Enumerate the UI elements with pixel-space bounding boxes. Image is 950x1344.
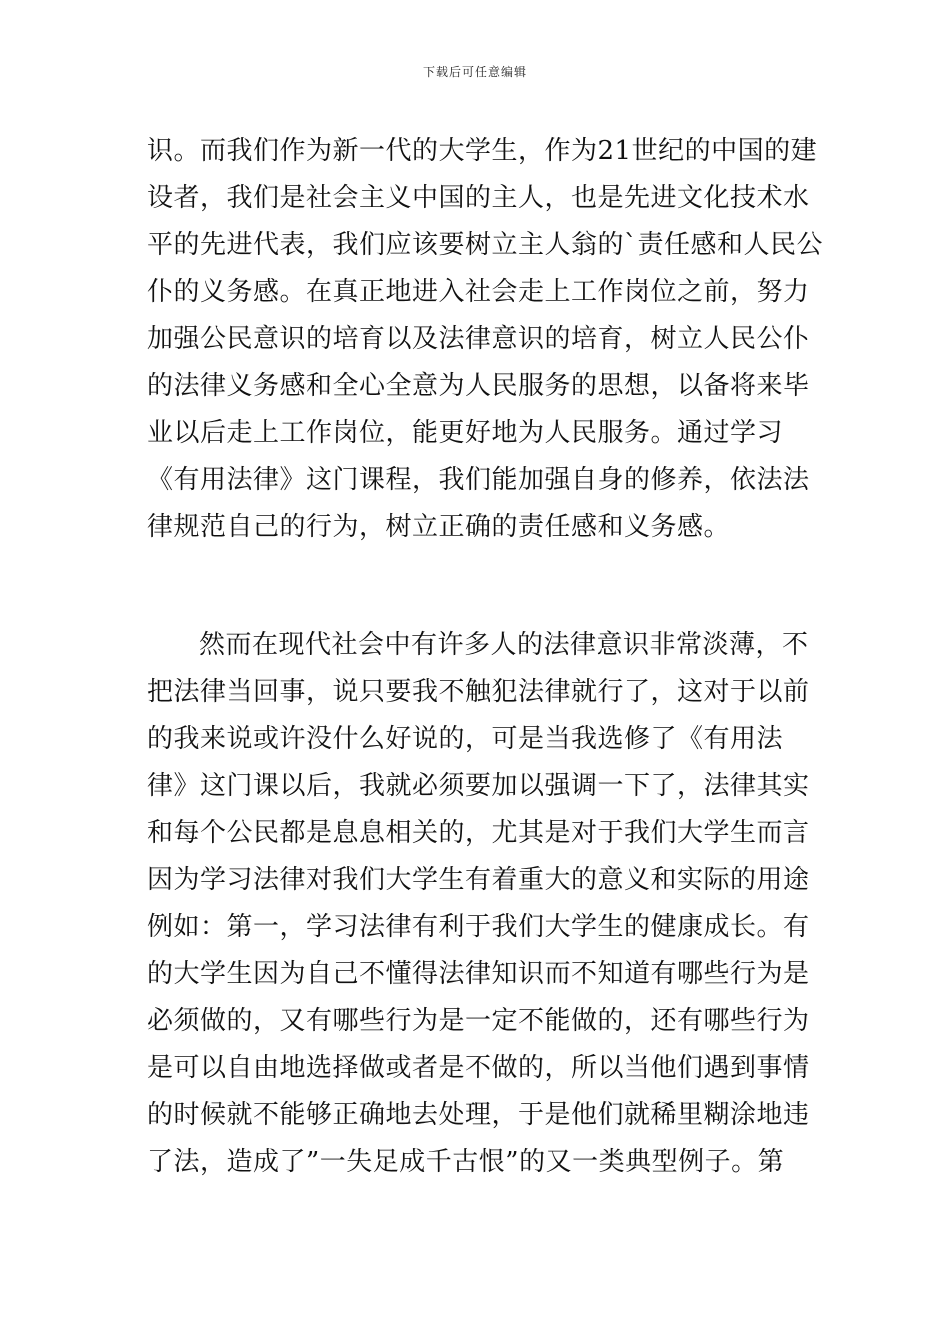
text-line: 业以后走上工作岗位，能更好地为人民服务。通过学习 bbox=[147, 418, 784, 448]
text-line: 例如：第一，学习法律有利于我们大学生的健康成长。有 bbox=[147, 912, 810, 942]
text-line: 的法律义务感和全心全意为人民服务的思想，以备将来毕 bbox=[147, 371, 810, 401]
text-line: 把法律当回事，说只要我不触犯法律就行了，这对于以前 bbox=[147, 677, 810, 707]
paragraph-2 bbox=[147, 622, 817, 1186]
text-line: 识。而我们作为新一代的大学生，作为21世纪的中国的建 bbox=[147, 136, 818, 166]
text-line: 和每个公民都是息息相关的，尤其是对于我们大学生而言 bbox=[147, 818, 810, 848]
text-line: 律》这门课以后，我就必须要加以强调一下了，法律其实 bbox=[147, 771, 810, 801]
text-line: 的时候就不能够正确地去处理，于是他们就稀里糊涂地违 bbox=[147, 1100, 810, 1130]
text-line: 设者，我们是社会主义中国的主人，也是先进文化技术水 bbox=[147, 183, 810, 213]
text-line: 律规范自己的行为，树立正确的责任感和义务感。 bbox=[147, 512, 731, 542]
page-header: 下载后可任意编辑 bbox=[422, 65, 527, 79]
text-line: 必须做的，又有哪些行为是一定不能做的，还有哪些行为 bbox=[147, 1006, 810, 1036]
text-line: 了法，造成了”一失足成千古恨”的又一类典型例子。第 bbox=[147, 1147, 785, 1177]
paragraph-1 bbox=[147, 128, 824, 551]
text-line: 然而在现代社会中有许多人的法律意识非常淡薄，不 bbox=[199, 630, 809, 660]
text-line: 平的先进代表，我们应该要树立主人翁的`责任感和人民公 bbox=[147, 230, 824, 260]
text-line: 仆的义务感。在真正地进入社会走上工作岗位之前，努力 bbox=[147, 277, 810, 307]
text-line: 的大学生因为自己不懂得法律知识而不知道有哪些行为是 bbox=[147, 959, 810, 989]
text-line: 加强公民意识的培育以及法律意识的培育，树立人民公仆 bbox=[147, 324, 810, 354]
text-line: 因为学习法律对我们大学生有着重大的意义和实际的用途 bbox=[147, 865, 810, 895]
text-line: 《有用法律》这门课程，我们能加强自身的修养，依法法 bbox=[147, 465, 810, 495]
text-line: 是可以自由地选择做或者是不做的，所以当他们遇到事情 bbox=[147, 1053, 810, 1083]
text-line: 的我来说或许没什么好说的，可是当我选修了《有用法 bbox=[147, 724, 784, 754]
